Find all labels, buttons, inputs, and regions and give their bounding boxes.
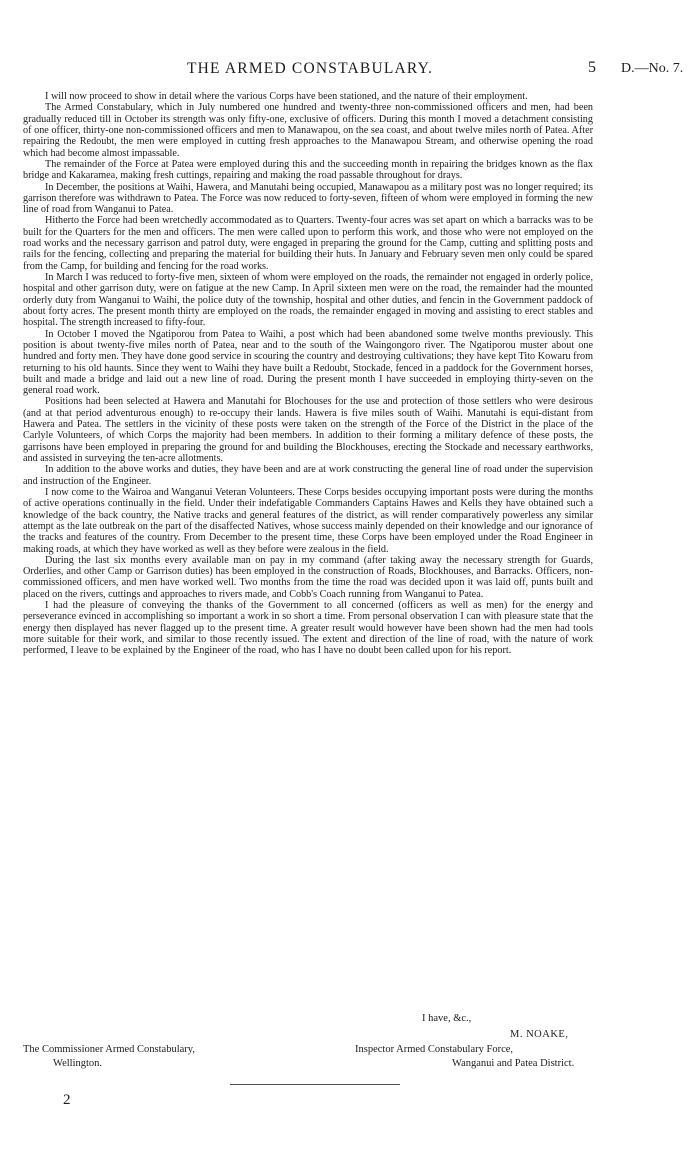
paragraph: I now come to the Wairoa and Wanganui Veteran Volunteers. These Corps besides occupying important posts were during the months of active operations continually in the field. Under their indefatigable Commanders Captains Hawes and Kells they have obtained such a knowledge of the back country, the Native tracks and general features of the district, as will render comparatively powerless any similar attempt as the late outbreak on the part of the disaffected Natives, whose success mainly depended on their knowledge and our ignorance of the tracks and features of the country. From December to the present time, these Corps have been employed under the Road Engineer in making roads, at which they have worked as well as they before were zealous in the field. (23, 486, 593, 555)
signatory-title: Inspector Armed Constabulary Force, (355, 1044, 514, 1055)
page-number: 5 (588, 59, 596, 76)
paragraph: In December, the positions at Waihi, Hawera, and Manutahi being occupied, Manawapou as a military post was no longer required; its garrison therefore was withdrawn to Patea. The Force was now reduced to forty-seven, fifteen of whom were employed in forming the new line of road from Wanganui to Patea. (23, 181, 593, 216)
paragraph: Hitherto the Force had been wretchedly accommodated as to Quarters. Twenty-four acres was set apart on which a barracks was to be built for the Quarters for the men and officers. The men were called upon to perform this work, and those who were not employed on the road works and the necessary garrison and patrol duty, were engaged in preparing the ground for the Camp, cutting and splitting posts and rails for the fencing, collecting and preparing the material for building their huts. In January and February seven men only could be spared from the Camp, for building and fencing for the road works. (23, 215, 593, 272)
paragraph: I had the pleasure of conveying the thanks of the Government to all concerned (officers as well as men) for the energy and perseverance evinced in accomplishing so important a work in so short a time. From personal observation I can with pleasure state that the energy then displayed has never flagged up to the present time. A greater result would however have been shown had the men had tools more suitable for their work, and similar to those recently issued. The extent and direction of the line of road, with the nature of work performed, I leave to be explained by the Engineer of the road, who has I have no doubt been called upon for his report. (23, 600, 593, 657)
paragraph: The remainder of the Force at Patea were employed during this and the succeeding month in repairing the bridges known as the flax bridge and Kakaramea, making fresh cuttings, repairing and making the road passable throughout for drays. (23, 158, 593, 182)
paragraph: In March I was reduced to forty-five men, sixteen of whom were employed on the roads, the remainder not engaged in orderly police, hospital and other garrison duty, were on fatigue at the new Camp. In April sixteen men were on the road, the remainder had the mounted orderly duty from Wanganui to Waihi, the police duty of the township, hospital and other duties, and fencin in the Government paddock of about forty acres. The present month thirty are employed on the roads, the remainder engaged in moving and assisting to erect stables and hospital. The strength increased to fifty-four. (23, 272, 593, 329)
paragraph: Positions had been selected at Hawera and Manutahi for Blochouses for the use and protection of those settlers who were desirous (and at that period adventurous enough) to re-occupy their lands. Hawera is five miles south of Waihi. Manutahi is equi-distant from Hawera and Patea. The settlers in the vicinity of these posts were taken on the strength of the Force of the District in the place of the Carlyle Volunteers, of which Corps the majority had been members. In addition to their forming a military defence of these posts, the garrisons have been employed in preparing the ground for and building the Blockhouses, erecting the Stockade and necessary earthworks, and assisted in surveying the ten-acre allotments. (23, 396, 593, 464)
running-header-title: THE ARMED CONSTABULARY. (186, 60, 434, 77)
paragraph: During the last six months every available man on pay in my command (after taking away the necessary strength for Guards, Orderlies, and other Camp or Garrison duties) has been employed in the construction of Roads, Blockhouses, and Barracks. Officers, non-commissioned officers, and men have worked well. Two months from the time the road was decided upon it was laid off, punts built and placed on the rivers, cuttings and approaches to rivers made, and Cobb's Coach running from Wanganui to Patea. (23, 554, 593, 600)
paragraph: I will now proceed to show in detail where the various Corps have been stationed, and the nature of their employment. (45, 91, 528, 102)
paragraph: In October I moved the Ngatiporou from Patea to Waihi, a post which had been abandoned some twelve months previously. This position is about twenty-five miles north of Patea, near and to the south of the Waingongoro river. The Ngatiporou muster about one hundred and forty men. They have done good service in scouring the country and destroying cultivations; they have kept Tito Kowaru from returning to his old haunts. Since they went to Waihi they have built a Redoubt, Stockade, fenced in a paddock for the Government horses, built and made a bridge and laid out a new line of road. During the present month I have succeeded in employing thirty-seven on the general road work. (23, 328, 593, 397)
footer-rule (230, 1084, 400, 1085)
folio-number: 2 (63, 1092, 71, 1108)
signature-closing: I have, &c., (422, 1013, 472, 1024)
addressee-line-2: Wellington. (53, 1058, 103, 1069)
signatory-district: Wanganui and Patea District. (452, 1058, 575, 1069)
document-reference: D.—No. 7. (621, 61, 684, 76)
addressee-line-1: The Commissioner Armed Constabulary, (23, 1044, 195, 1055)
paragraph: In addition to the above works and duties, they have been and are at work constructing the general line of road under the supervision and instruction of the Engineer. (23, 464, 593, 487)
report-body (23, 91, 593, 657)
paragraph: The Armed Constabulary, which in July numbered one hundred and twenty-three non-commissioned officers and men, had been gradually reduced till in October its strength was only fifty-one, exclusive of officers. During this month I moved a detachment consisting of one officer, thirty-one non-commissioned officers and men to Manawapou, on the sea coast, and about twelve miles north of Patea. After repairing the Redoubt, the men were employed in cutting fresh approaches to the Manawapou Stream, and otherwise opening the road which had become almost impassable. (23, 102, 593, 159)
signatory-name: M. NOAKE, (510, 1029, 569, 1040)
